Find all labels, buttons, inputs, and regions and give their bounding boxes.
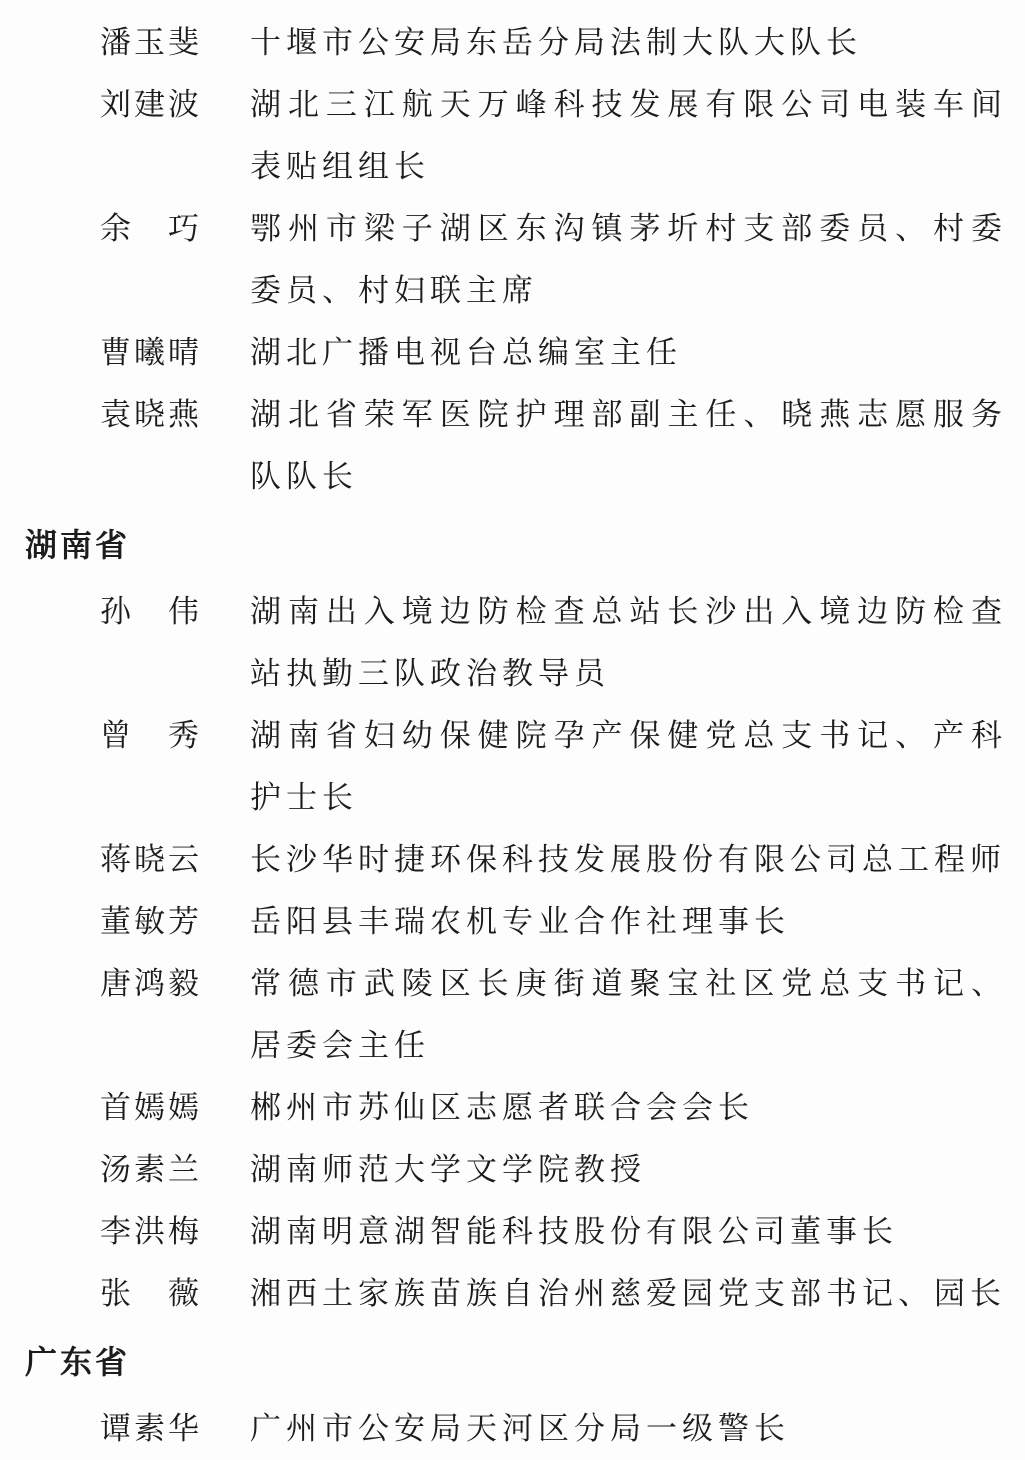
honoree-name: 潘玉斐 (100, 25, 202, 60)
honoree-entry (0, 829, 1025, 891)
province-header: 湖南省 (25, 527, 131, 563)
title-line: 湖北省荣军医院护理部副主任、晓燕志愿服务 (250, 397, 1007, 432)
title-line: 鄂州市梁子湖区东沟镇茅圻村支部委员、村委 (250, 211, 1007, 246)
honoree-name: 孙 伟 (100, 594, 202, 629)
honoree-title (250, 953, 1007, 1077)
honoree-title (250, 74, 1007, 198)
title-line: 湖南出入境边防检查总站长沙出入境边防检查 (250, 594, 1007, 629)
honoree-entry (0, 953, 1025, 1077)
honoree-name: 刘建波 (100, 87, 202, 122)
honoree-entry (0, 322, 1025, 384)
title-line: 居委会主任 (250, 1028, 430, 1063)
title-line: 十堰市公安局东岳分局法制大队大队长 (250, 25, 862, 60)
honoree-name: 谭素华 (100, 1411, 202, 1446)
honoree-entry (0, 581, 1025, 705)
honoree-name: 袁晓燕 (100, 397, 202, 432)
honoree-name: 李洪梅 (100, 1214, 202, 1249)
honoree-name: 蒋晓云 (100, 842, 202, 877)
title-line: 广州市公安局天河区分局一级警长 (250, 1411, 790, 1446)
honoree-title (250, 322, 1007, 384)
title-line: 常德市武陵区长庚街道聚宝社区党总支书记、 (250, 966, 1007, 1001)
honoree-entry (0, 74, 1025, 198)
title-line: 郴州市苏仙区志愿者联合会会长 (250, 1090, 754, 1125)
honoree-name: 曹曦晴 (100, 335, 202, 370)
honoree-title (250, 705, 1007, 829)
honoree-entry (0, 1139, 1025, 1201)
honoree-entry (0, 705, 1025, 829)
title-line: 岳阳县丰瑞农机专业合作社理事长 (250, 904, 790, 939)
honoree-title (250, 198, 1007, 322)
honoree-entry (0, 1077, 1025, 1139)
honoree-entry (0, 198, 1025, 322)
title-line: 委员、村妇联主席 (250, 273, 538, 308)
honoree-title (250, 1139, 1007, 1201)
honoree-name: 曾 秀 (100, 718, 202, 753)
honoree-name: 张 薇 (100, 1276, 202, 1311)
honoree-name: 唐鸿毅 (100, 966, 202, 1001)
honoree-entry (0, 12, 1025, 74)
honoree-title (250, 581, 1007, 705)
honoree-name: 余 巧 (100, 211, 202, 246)
title-line: 队队长 (250, 459, 358, 494)
honoree-entry (0, 384, 1025, 508)
title-line: 长沙华时捷环保科技发展股份有限公司总工程师 (250, 842, 1006, 877)
title-line: 湖南明意湖智能科技股份有限公司董事长 (250, 1214, 898, 1249)
honoree-entry (0, 891, 1025, 953)
honoree-title (250, 891, 1007, 953)
honoree-name: 首嫣嫣 (100, 1090, 202, 1125)
honoree-name: 汤素兰 (100, 1152, 202, 1187)
title-line: 护士长 (250, 780, 358, 815)
honoree-entry (0, 1398, 1025, 1460)
honoree-title (250, 12, 1007, 74)
title-line: 湖南省妇幼保健院孕产保健党总支书记、产科 (250, 718, 1007, 753)
honoree-title (250, 829, 1007, 891)
title-line: 湖北三江航天万峰科技发展有限公司电装车间 (250, 87, 1007, 122)
title-line: 湘西土家族苗族自治州慈爱园党支部书记、园长 (250, 1276, 1006, 1311)
honoree-name: 董敏芳 (100, 904, 202, 939)
honoree-title (250, 1263, 1007, 1325)
title-line: 湖南师范大学文学院教授 (250, 1152, 646, 1187)
province-header: 广东省 (25, 1344, 131, 1380)
honoree-title (250, 1398, 1007, 1460)
honoree-title (250, 384, 1007, 508)
honoree-entry (0, 1263, 1025, 1325)
honoree-title (250, 1077, 1007, 1139)
title-line: 站执勤三队政治教导员 (250, 656, 610, 691)
title-line: 湖北广播电视台总编室主任 (250, 335, 682, 370)
honoree-title (250, 1201, 1007, 1263)
honoree-entry (0, 1201, 1025, 1263)
title-line: 表贴组组长 (250, 149, 430, 184)
